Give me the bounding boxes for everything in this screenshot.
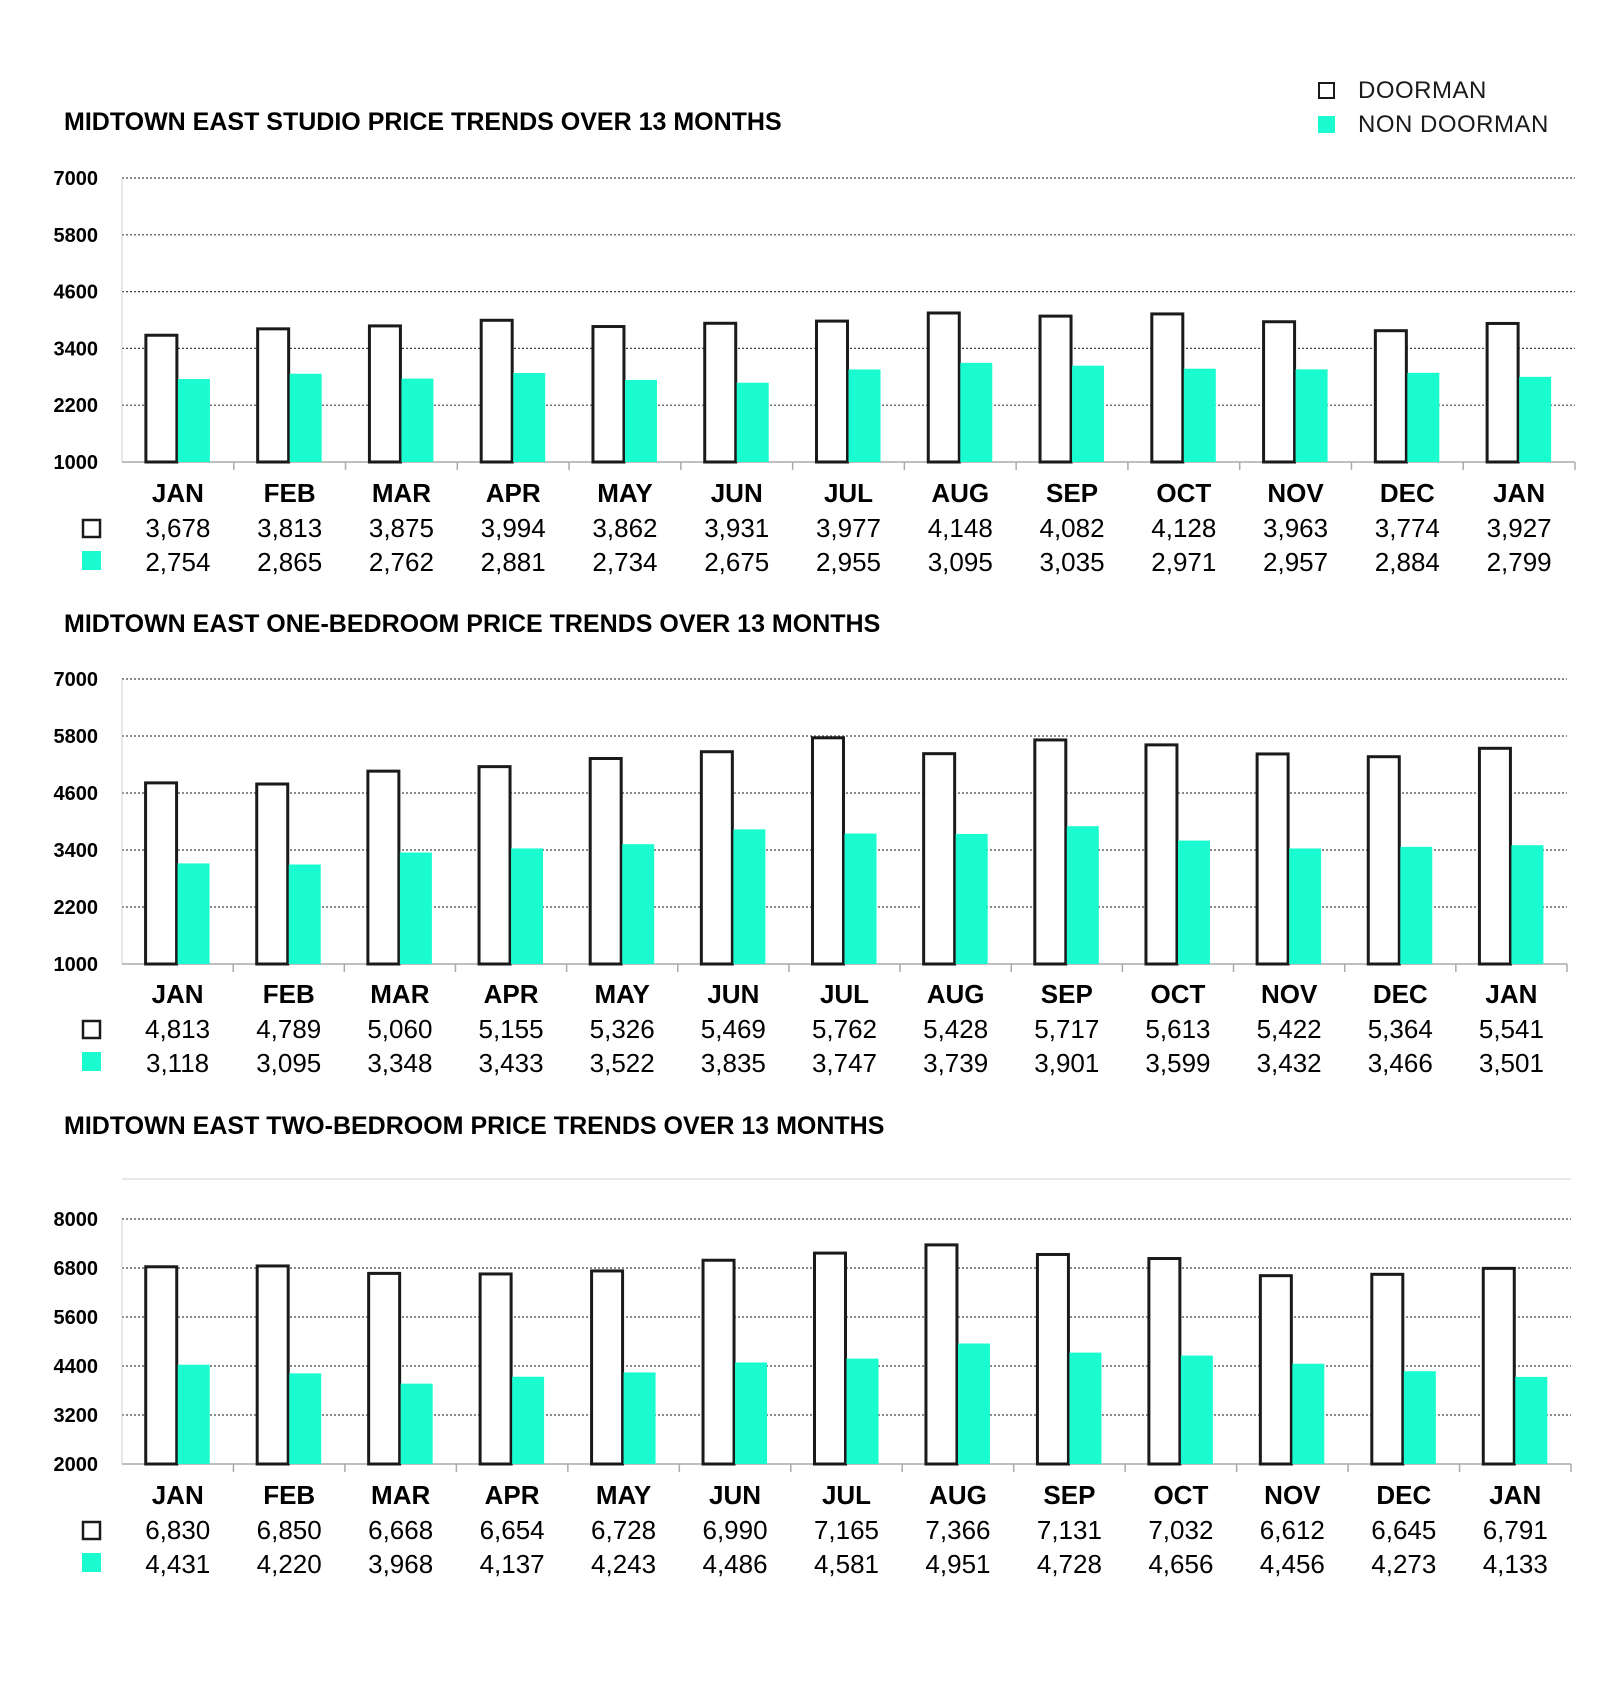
bar-doorman [813, 738, 844, 964]
value-label-doorman: 3,774 [1374, 513, 1440, 543]
value-label-non-doorman: 4,273 [1371, 1549, 1437, 1579]
bar-doorman [479, 767, 510, 964]
x-category-label: AUG [931, 478, 990, 508]
x-category-label: JUL [819, 979, 870, 1009]
bar-non-doorman [733, 829, 765, 964]
x-category-label: JAN [151, 478, 204, 508]
y-tick-label: 8000 [53, 1209, 98, 1231]
value-label-non-doorman: 3,501 [1478, 1048, 1544, 1078]
bar-doorman [593, 327, 624, 462]
value-label-doorman: 4,128 [1151, 513, 1217, 543]
bar-doorman [257, 1266, 288, 1464]
bar-non-doorman [178, 379, 210, 462]
bar-non-doorman [1289, 848, 1321, 964]
bar-doorman [1264, 322, 1295, 462]
x-category-label: MAY [597, 478, 653, 508]
bar-doorman [369, 326, 400, 462]
x-category-label: DEC [1372, 979, 1428, 1009]
value-label-doorman: 3,931 [704, 513, 770, 543]
x-category-label: AUG [926, 979, 985, 1009]
value-label-doorman: 5,155 [478, 1014, 544, 1044]
bar-doorman [1372, 1274, 1403, 1464]
y-tick-label: 5600 [53, 1307, 98, 1329]
bar-doorman [815, 1253, 846, 1464]
x-category-label: JUL [823, 478, 874, 508]
bar-non-doorman [178, 1365, 210, 1464]
bar-non-doorman [1400, 847, 1432, 964]
y-tick-label: 1000 [53, 452, 98, 474]
bar-non-doorman [956, 834, 988, 964]
value-label-non-doorman: 3,968 [368, 1549, 434, 1579]
value-label-non-doorman: 4,243 [591, 1549, 657, 1579]
x-category-label: OCT [1153, 1480, 1209, 1510]
y-tick-label: 2200 [53, 395, 98, 418]
bar-doorman [257, 784, 288, 964]
x-category-label: APR [484, 1480, 540, 1510]
value-label-non-doorman: 2,865 [257, 547, 323, 577]
value-label-non-doorman: 3,599 [1145, 1048, 1211, 1078]
value-label-doorman: 7,165 [813, 1515, 880, 1545]
x-category-label: MAR [371, 1480, 431, 1510]
bar-non-doorman [511, 848, 543, 964]
y-tick-label: 6800 [53, 1258, 98, 1280]
bar-doorman [1149, 1259, 1180, 1464]
value-label-non-doorman: 3,433 [478, 1048, 544, 1078]
bar-doorman [701, 752, 732, 964]
value-label-doorman: 5,364 [1367, 1014, 1433, 1044]
value-label-non-doorman: 4,133 [1482, 1549, 1548, 1579]
bar-non-doorman [1511, 845, 1543, 964]
x-category-label: MAR [370, 979, 430, 1009]
bar-doorman [1257, 754, 1288, 964]
bar-doorman [926, 1245, 957, 1464]
value-label-doorman: 6,728 [591, 1515, 657, 1545]
value-label-non-doorman: 3,095 [256, 1048, 322, 1078]
bar-doorman [146, 335, 177, 462]
value-label-non-doorman: 4,431 [145, 1549, 211, 1579]
x-category-label: SEP [1040, 979, 1093, 1009]
bar-doorman [258, 329, 289, 462]
value-label-doorman: 6,850 [256, 1515, 322, 1545]
bar-doorman [1368, 757, 1399, 964]
x-category-label: MAR [371, 478, 432, 508]
bar-non-doorman [289, 864, 321, 964]
bar-non-doorman [178, 863, 210, 964]
bar-non-doorman [958, 1344, 990, 1464]
value-label-non-doorman: 3,522 [589, 1048, 655, 1078]
bar-doorman [1146, 745, 1177, 964]
bar-doorman [1152, 314, 1183, 462]
chart-3 [54, 1112, 1572, 1579]
value-label-non-doorman: 4,456 [1259, 1549, 1325, 1579]
bar-non-doorman [1515, 1377, 1547, 1464]
bar-non-doorman [1178, 841, 1210, 964]
bar-doorman [1037, 1254, 1068, 1464]
bar-doorman [481, 320, 512, 462]
value-label-non-doorman: 2,734 [592, 547, 658, 577]
x-category-label: JAN [1493, 478, 1546, 508]
x-category-label: NOV [1264, 1480, 1321, 1510]
x-category-label: AUG [929, 1480, 987, 1510]
value-label-doorman: 4,813 [145, 1014, 211, 1044]
bar-doorman [146, 783, 177, 964]
x-category-label: DEC [1379, 478, 1435, 508]
bar-non-doorman [1519, 377, 1551, 462]
value-label-doorman: 4,148 [927, 513, 993, 543]
x-category-label: SEP [1043, 1480, 1096, 1510]
value-label-doorman: 6,791 [1482, 1515, 1548, 1545]
value-label-doorman: 6,830 [145, 1515, 211, 1545]
x-category-label: NOV [1260, 979, 1318, 1009]
value-label-doorman: 6,645 [1371, 1515, 1437, 1545]
value-label-doorman: 5,717 [1034, 1014, 1100, 1044]
bar-doorman [1040, 316, 1071, 462]
y-tick-label: 1000 [53, 954, 98, 976]
y-tick-label: 5800 [53, 726, 98, 748]
value-label-non-doorman: 2,675 [704, 547, 770, 577]
bar-doorman [369, 1273, 400, 1464]
y-tick-label: 3400 [53, 840, 98, 862]
value-label-non-doorman: 2,762 [368, 547, 434, 577]
bar-doorman [480, 1274, 511, 1464]
bar-doorman [592, 1271, 623, 1464]
bar-doorman [1375, 331, 1406, 462]
value-label-non-doorman: 2,957 [1263, 547, 1329, 577]
bar-non-doorman [849, 369, 881, 462]
bar-non-doorman [1407, 373, 1439, 462]
row-marker-doorman [83, 1021, 100, 1038]
value-label-doorman: 4,082 [1039, 513, 1105, 543]
value-label-doorman: 3,875 [368, 513, 434, 543]
bar-non-doorman [400, 852, 432, 964]
value-label-non-doorman: 2,971 [1151, 547, 1217, 577]
bar-non-doorman [1184, 369, 1216, 462]
x-category-label: FEB [262, 979, 315, 1009]
bar-non-doorman [1292, 1364, 1324, 1464]
value-label-non-doorman: 2,799 [1486, 547, 1552, 577]
value-label-non-doorman: 2,754 [145, 547, 211, 577]
x-category-label: APR [483, 979, 539, 1009]
chart-1 [54, 108, 1576, 577]
bar-doorman [1487, 323, 1518, 462]
chart-2 [54, 610, 1568, 1078]
x-category-label: SEP [1046, 478, 1099, 508]
value-label-doorman: 4,789 [256, 1014, 322, 1044]
bar-non-doorman [845, 834, 877, 964]
value-label-non-doorman: 2,955 [815, 547, 882, 577]
bar-non-doorman [735, 1362, 767, 1464]
bar-non-doorman [289, 1373, 321, 1464]
y-tick-label: 4400 [53, 1356, 98, 1378]
bar-non-doorman [290, 374, 322, 462]
value-label-doorman: 5,326 [589, 1014, 655, 1044]
value-label-doorman: 6,990 [702, 1515, 768, 1545]
value-label-doorman: 7,366 [925, 1515, 991, 1545]
bar-non-doorman [1067, 826, 1099, 964]
value-label-non-doorman: 3,901 [1034, 1048, 1100, 1078]
value-label-non-doorman: 4,951 [925, 1549, 991, 1579]
bar-non-doorman [401, 1384, 433, 1464]
y-tick-label: 4600 [53, 783, 98, 805]
bar-doorman [146, 1267, 177, 1464]
y-tick-label: 3400 [53, 338, 98, 361]
chart-title: MIDTOWN EAST ONE-BEDROOM PRICE TRENDS OVER 13 MONTHS [64, 610, 881, 638]
value-label-doorman: 7,032 [1148, 1515, 1214, 1545]
value-label-non-doorman: 3,739 [923, 1048, 989, 1078]
bar-doorman [1483, 1268, 1514, 1464]
value-label-non-doorman: 2,884 [1374, 547, 1440, 577]
row-marker-non-doorman [82, 551, 101, 570]
y-tick-label: 4600 [53, 281, 98, 304]
y-tick-label: 7000 [53, 168, 98, 190]
value-label-non-doorman: 3,035 [1039, 547, 1105, 577]
bar-non-doorman [1296, 369, 1328, 462]
value-label-doorman: 5,613 [1145, 1014, 1211, 1044]
bar-doorman [1035, 740, 1066, 964]
chart-title: MIDTOWN EAST TWO-BEDROOM PRICE TRENDS OVER 13 MONTHS [64, 1112, 885, 1140]
bar-non-doorman [847, 1359, 879, 1464]
value-label-doorman: 3,927 [1486, 513, 1552, 543]
chart-title: MIDTOWN EAST STUDIO PRICE TRENDS OVER 13 MONTHS [64, 108, 782, 136]
value-label-non-doorman: 3,348 [367, 1048, 433, 1078]
x-category-label: FEB [263, 1480, 316, 1510]
bar-non-doorman [1181, 1356, 1213, 1464]
bar-doorman [705, 323, 736, 462]
bar-non-doorman [1072, 366, 1104, 462]
value-label-doorman: 3,678 [145, 513, 211, 543]
row-marker-non-doorman [82, 1553, 101, 1572]
x-category-label: JAN [1489, 1480, 1542, 1510]
value-label-doorman: 5,541 [1478, 1014, 1544, 1044]
value-label-non-doorman: 3,747 [811, 1048, 878, 1078]
value-label-doorman: 6,612 [1259, 1515, 1325, 1545]
row-marker-doorman [83, 1522, 100, 1539]
y-tick-label: 3200 [53, 1405, 98, 1427]
value-label-non-doorman: 4,137 [479, 1549, 545, 1579]
value-label-doorman: 6,654 [479, 1515, 545, 1545]
y-tick-label: 2000 [53, 1454, 98, 1476]
x-category-label: JAN [1485, 979, 1538, 1009]
value-label-doorman: 7,131 [1036, 1515, 1102, 1545]
x-category-label: JAN [151, 979, 204, 1009]
bar-doorman [1479, 748, 1510, 964]
value-label-doorman: 3,994 [480, 513, 546, 543]
bar-non-doorman [513, 373, 545, 462]
x-category-label: JUN [709, 1480, 762, 1510]
value-label-non-doorman: 4,728 [1036, 1549, 1102, 1579]
x-category-label: JAN [151, 1480, 204, 1510]
x-category-label: DEC [1376, 1480, 1432, 1510]
bar-non-doorman [1069, 1353, 1101, 1464]
bar-doorman [368, 771, 399, 964]
x-category-label: APR [485, 478, 541, 508]
value-label-doorman: 5,428 [923, 1014, 989, 1044]
y-tick-label: 2200 [53, 897, 98, 919]
row-marker-non-doorman [82, 1052, 101, 1071]
legend-label-doorman: DOORMAN [1358, 77, 1487, 104]
x-category-label: MAY [594, 979, 650, 1009]
x-category-label: MAY [595, 1480, 652, 1510]
value-label-non-doorman: 3,118 [146, 1048, 210, 1078]
value-label-doorman: 5,060 [367, 1014, 433, 1044]
x-category-label: JUL [821, 1480, 872, 1510]
value-label-doorman: 3,862 [592, 513, 658, 543]
y-tick-label: 7000 [53, 669, 98, 691]
value-label-non-doorman: 4,656 [1148, 1549, 1214, 1579]
value-label-doorman: 3,977 [815, 513, 882, 543]
bar-non-doorman [622, 844, 654, 964]
value-label-non-doorman: 4,486 [702, 1549, 768, 1579]
value-label-doorman: 6,668 [368, 1515, 434, 1545]
value-label-doorman: 5,762 [811, 1014, 878, 1044]
value-label-doorman: 5,422 [1256, 1014, 1322, 1044]
value-label-doorman: 3,963 [1263, 513, 1329, 543]
bar-non-doorman [512, 1377, 544, 1464]
value-label-doorman: 5,469 [700, 1014, 766, 1044]
value-label-non-doorman: 3,466 [1367, 1048, 1433, 1078]
bar-non-doorman [401, 379, 433, 462]
value-label-non-doorman: 4,581 [813, 1549, 880, 1579]
value-label-doorman: 3,813 [257, 513, 323, 543]
x-category-label: NOV [1267, 478, 1324, 508]
bar-doorman [924, 754, 955, 964]
bar-doorman [1260, 1276, 1291, 1464]
x-category-label: JUN [710, 478, 763, 508]
y-tick-label: 5800 [53, 224, 98, 247]
row-marker-doorman [83, 520, 100, 537]
bar-non-doorman [737, 383, 769, 462]
bar-doorman [928, 313, 959, 462]
legend-label-non-doorman: NON DOORMAN [1358, 111, 1549, 138]
x-category-label: OCT [1156, 478, 1212, 508]
value-label-non-doorman: 3,432 [1256, 1048, 1322, 1078]
x-category-label: OCT [1150, 979, 1206, 1009]
x-category-label: JUN [707, 979, 760, 1009]
bar-non-doorman [625, 380, 657, 462]
bar-doorman [590, 759, 621, 964]
bar-non-doorman [960, 363, 992, 462]
bar-doorman [703, 1260, 734, 1464]
value-label-non-doorman: 2,881 [480, 547, 546, 577]
bar-non-doorman [624, 1372, 656, 1464]
bar-non-doorman [1404, 1371, 1436, 1464]
value-label-non-doorman: 3,095 [927, 547, 993, 577]
value-label-non-doorman: 3,835 [700, 1048, 766, 1078]
x-category-label: FEB [263, 478, 316, 508]
value-label-non-doorman: 4,220 [256, 1549, 322, 1579]
bar-doorman [817, 321, 848, 462]
